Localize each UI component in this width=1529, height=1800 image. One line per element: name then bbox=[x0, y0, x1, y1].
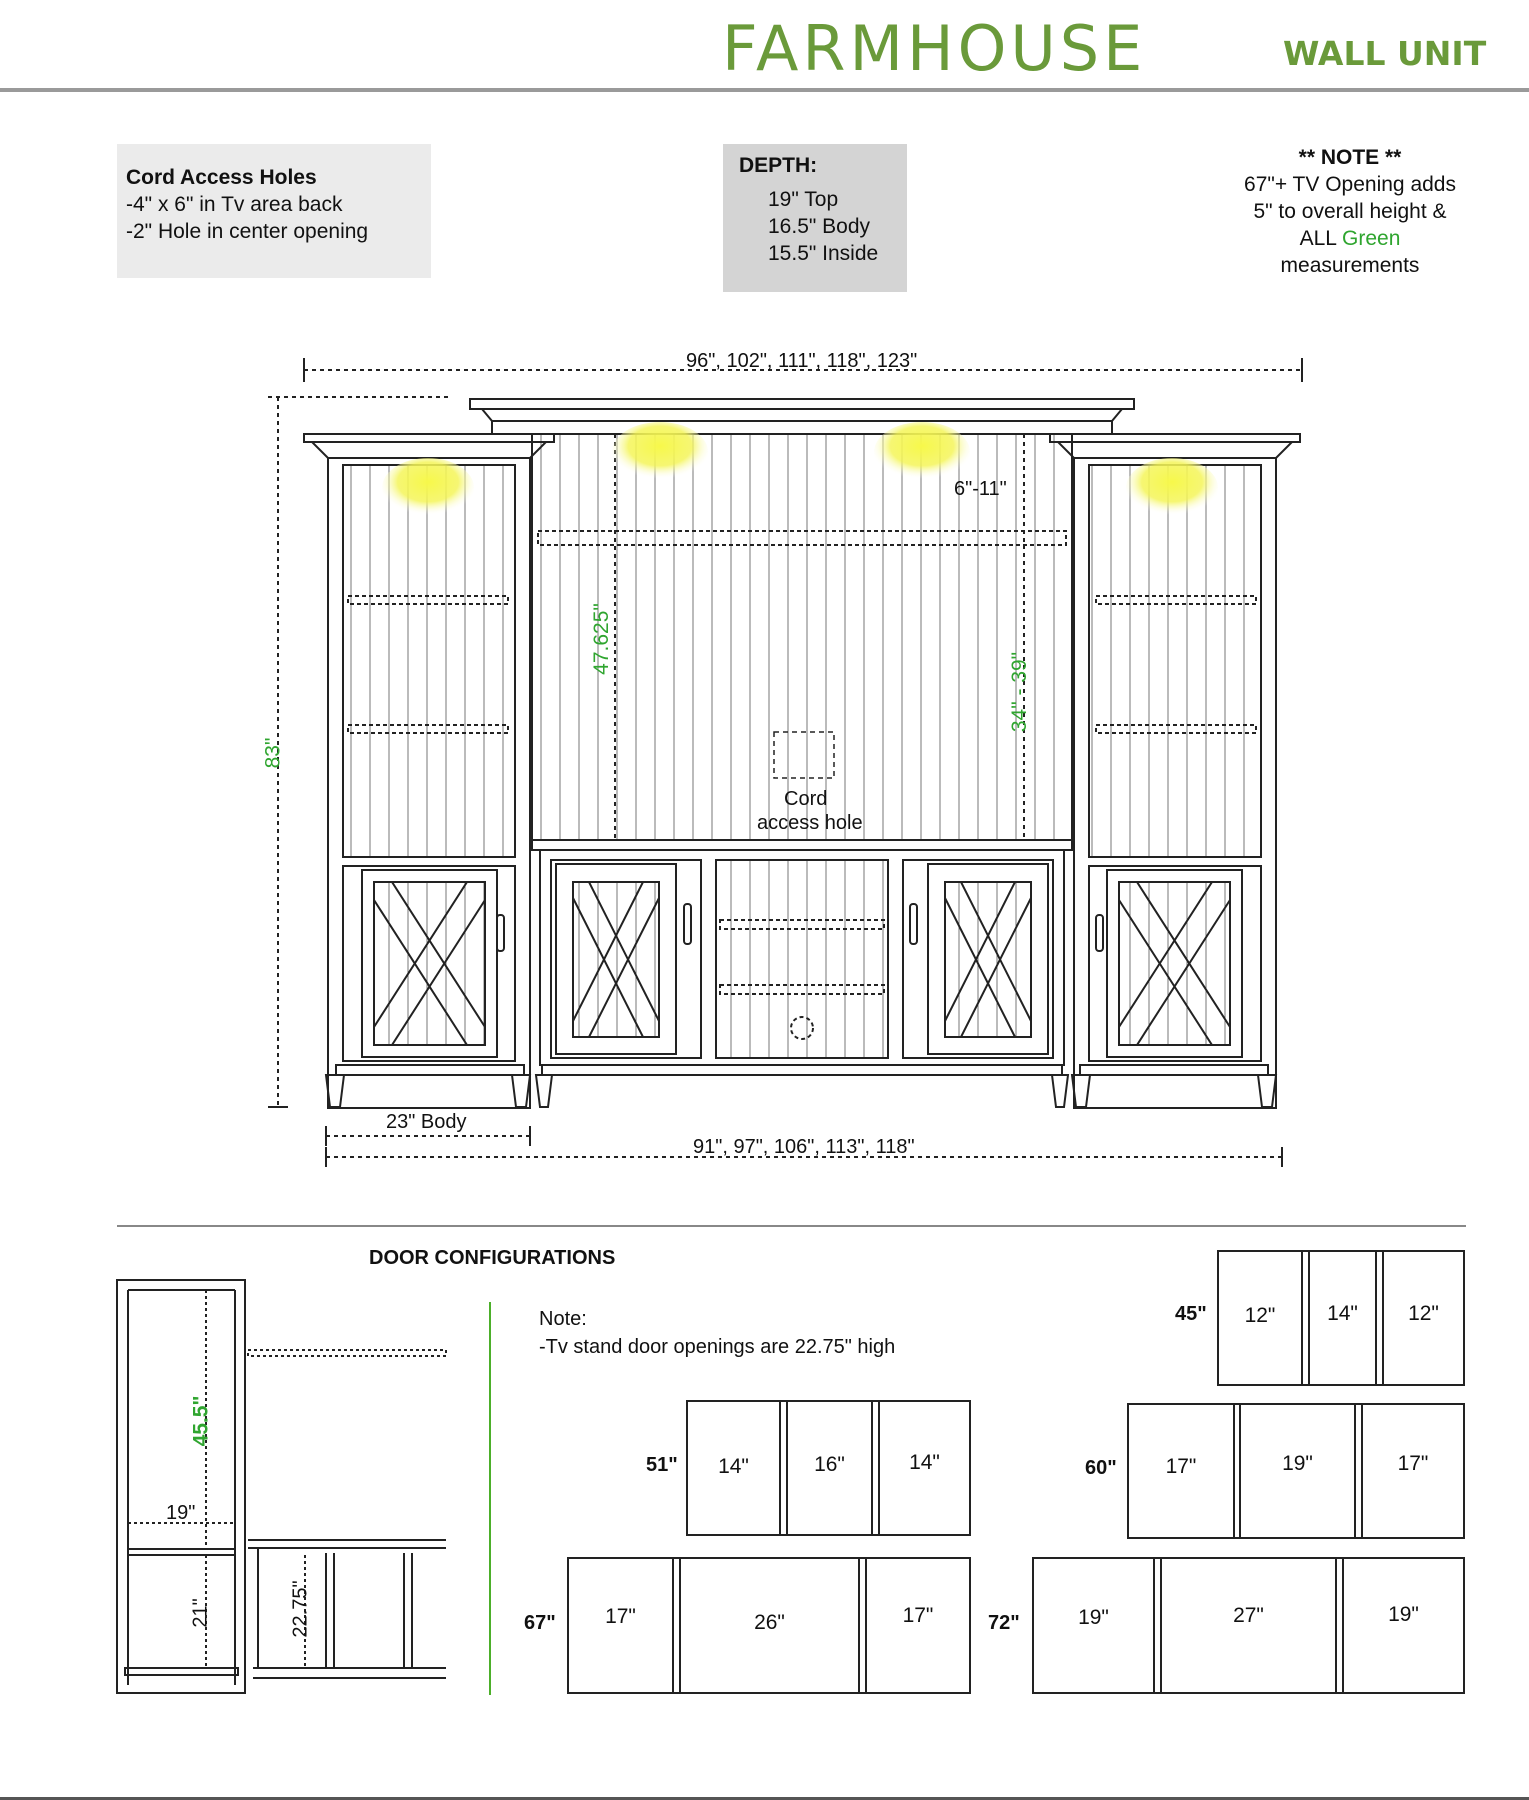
tv-height-label: 47.625" bbox=[589, 603, 613, 675]
note-line: 67"+ TV Opening adds bbox=[1244, 173, 1456, 196]
left-door-handle bbox=[497, 915, 504, 951]
right-door-handle bbox=[1096, 915, 1103, 951]
tv-stand-left-door-panel bbox=[573, 882, 659, 1037]
side-tower-base bbox=[125, 1668, 238, 1675]
right-tower-base bbox=[1080, 1065, 1268, 1075]
config-60-label: 60" bbox=[1085, 1457, 1117, 1479]
center-light-right bbox=[874, 422, 970, 482]
door-note-label: Note: bbox=[539, 1308, 587, 1330]
config-45-cell: 12" bbox=[1408, 1302, 1439, 1325]
config-72-cell: 27" bbox=[1233, 1604, 1264, 1627]
config-51-cell: 14" bbox=[909, 1451, 940, 1474]
config-67-cell: 17" bbox=[605, 1605, 636, 1628]
center-light-left bbox=[612, 422, 708, 482]
side-shelf-dash bbox=[248, 1350, 446, 1356]
cord-access-line: -2" Hole in center opening bbox=[126, 220, 369, 243]
note-line: measurements bbox=[1280, 254, 1420, 277]
tv-stand-top bbox=[532, 840, 1072, 850]
depth-inside: 15.5" Inside bbox=[768, 242, 879, 265]
config-67-cell: 17" bbox=[902, 1604, 934, 1627]
side-2275-label: 22.75" bbox=[289, 1580, 312, 1638]
page-title: FARMHOUSE bbox=[722, 12, 1147, 85]
tv-stand-foot bbox=[1052, 1075, 1068, 1107]
right-tower-glass bbox=[1089, 465, 1261, 857]
bottom-width-label: 91", 97", 106", 113", 118" bbox=[693, 1136, 915, 1158]
config-45-cell: 14" bbox=[1327, 1302, 1358, 1325]
right-tower-crown-lower bbox=[1058, 442, 1292, 458]
left-tower-light bbox=[382, 458, 474, 518]
tv-stand-right-door-panel bbox=[945, 882, 1031, 1037]
note-line: 5" to overall height & bbox=[1253, 200, 1447, 223]
config-51-cell: 16" bbox=[814, 1453, 845, 1476]
config-60-cell: 17" bbox=[1397, 1452, 1429, 1475]
left-tower-door-panel bbox=[374, 882, 485, 1045]
note-green-word: Green bbox=[1342, 227, 1401, 250]
tv-right-handle bbox=[910, 904, 917, 944]
center-crown-lower bbox=[482, 409, 1122, 421]
tv-left-handle bbox=[684, 904, 691, 944]
right-tower-crown bbox=[1050, 434, 1300, 442]
right-tower-light bbox=[1126, 458, 1218, 518]
side-tower-outline bbox=[117, 1280, 245, 1693]
config-67-label: 67" bbox=[524, 1612, 556, 1634]
door-config-heading: DOOR CONFIGURATIONS bbox=[369, 1247, 616, 1269]
side-tall-label: 45.5" bbox=[189, 1395, 213, 1447]
right-tower-foot bbox=[1258, 1075, 1276, 1107]
page-subtitle: WALL UNIT bbox=[1283, 34, 1487, 73]
note-heading: ** NOTE ** bbox=[1298, 146, 1402, 169]
tv-stand-center-opening bbox=[716, 860, 888, 1058]
config-67-cell: 26" bbox=[754, 1611, 785, 1634]
center-crown-band bbox=[492, 421, 1112, 434]
note-all: ALL bbox=[1299, 227, 1337, 250]
cord-access-line: -4" x 6" in Tv area back bbox=[126, 193, 343, 216]
config-72-cell: 19" bbox=[1388, 1603, 1419, 1626]
body-width-label: 23" Body bbox=[386, 1111, 467, 1133]
config-60-cell: 17" bbox=[1165, 1455, 1197, 1478]
tv-stand-foot bbox=[536, 1075, 552, 1107]
config-51-cell: 14" bbox=[718, 1455, 749, 1478]
tv-stand-base bbox=[542, 1065, 1062, 1075]
top-width-label: 96", 102", 111", 118", 123" bbox=[686, 350, 918, 372]
cord-label-2: access hole bbox=[757, 812, 863, 834]
config-72-label: 72" bbox=[988, 1612, 1020, 1634]
cord-access-heading: Cord Access Holes bbox=[126, 166, 317, 189]
door-note-text: -Tv stand door openings are 22.75" high bbox=[539, 1336, 896, 1358]
left-tower-crown bbox=[304, 434, 554, 442]
config-60-cell: 19" bbox=[1282, 1452, 1313, 1475]
config-72-cell: 19" bbox=[1078, 1606, 1109, 1629]
side-19-label: 19" bbox=[166, 1502, 196, 1524]
left-tower-glass bbox=[343, 465, 515, 857]
height-label: 83" bbox=[261, 737, 285, 769]
tv-opening-label: 34" - 39" bbox=[1008, 651, 1032, 733]
config-45-label: 45" bbox=[1175, 1303, 1207, 1325]
config-45-cell: 12" bbox=[1244, 1304, 1276, 1327]
side-profile-drawing bbox=[117, 1280, 446, 1693]
config-51-label: 51" bbox=[646, 1454, 678, 1476]
side-21-label: 21" bbox=[189, 1598, 212, 1628]
left-tower-foot bbox=[512, 1075, 530, 1107]
depth-heading: DEPTH: bbox=[739, 154, 818, 177]
center-crown bbox=[470, 399, 1134, 409]
depth-body: 16.5" Body bbox=[768, 215, 871, 238]
left-tower-crown-lower bbox=[312, 442, 546, 458]
cord-label: Cord bbox=[784, 788, 828, 810]
right-tower-door-panel bbox=[1119, 882, 1230, 1045]
depth-top: 19" Top bbox=[768, 188, 839, 211]
left-tower-base bbox=[336, 1065, 524, 1075]
shelf-gap-label: 6"-11" bbox=[954, 478, 1007, 500]
